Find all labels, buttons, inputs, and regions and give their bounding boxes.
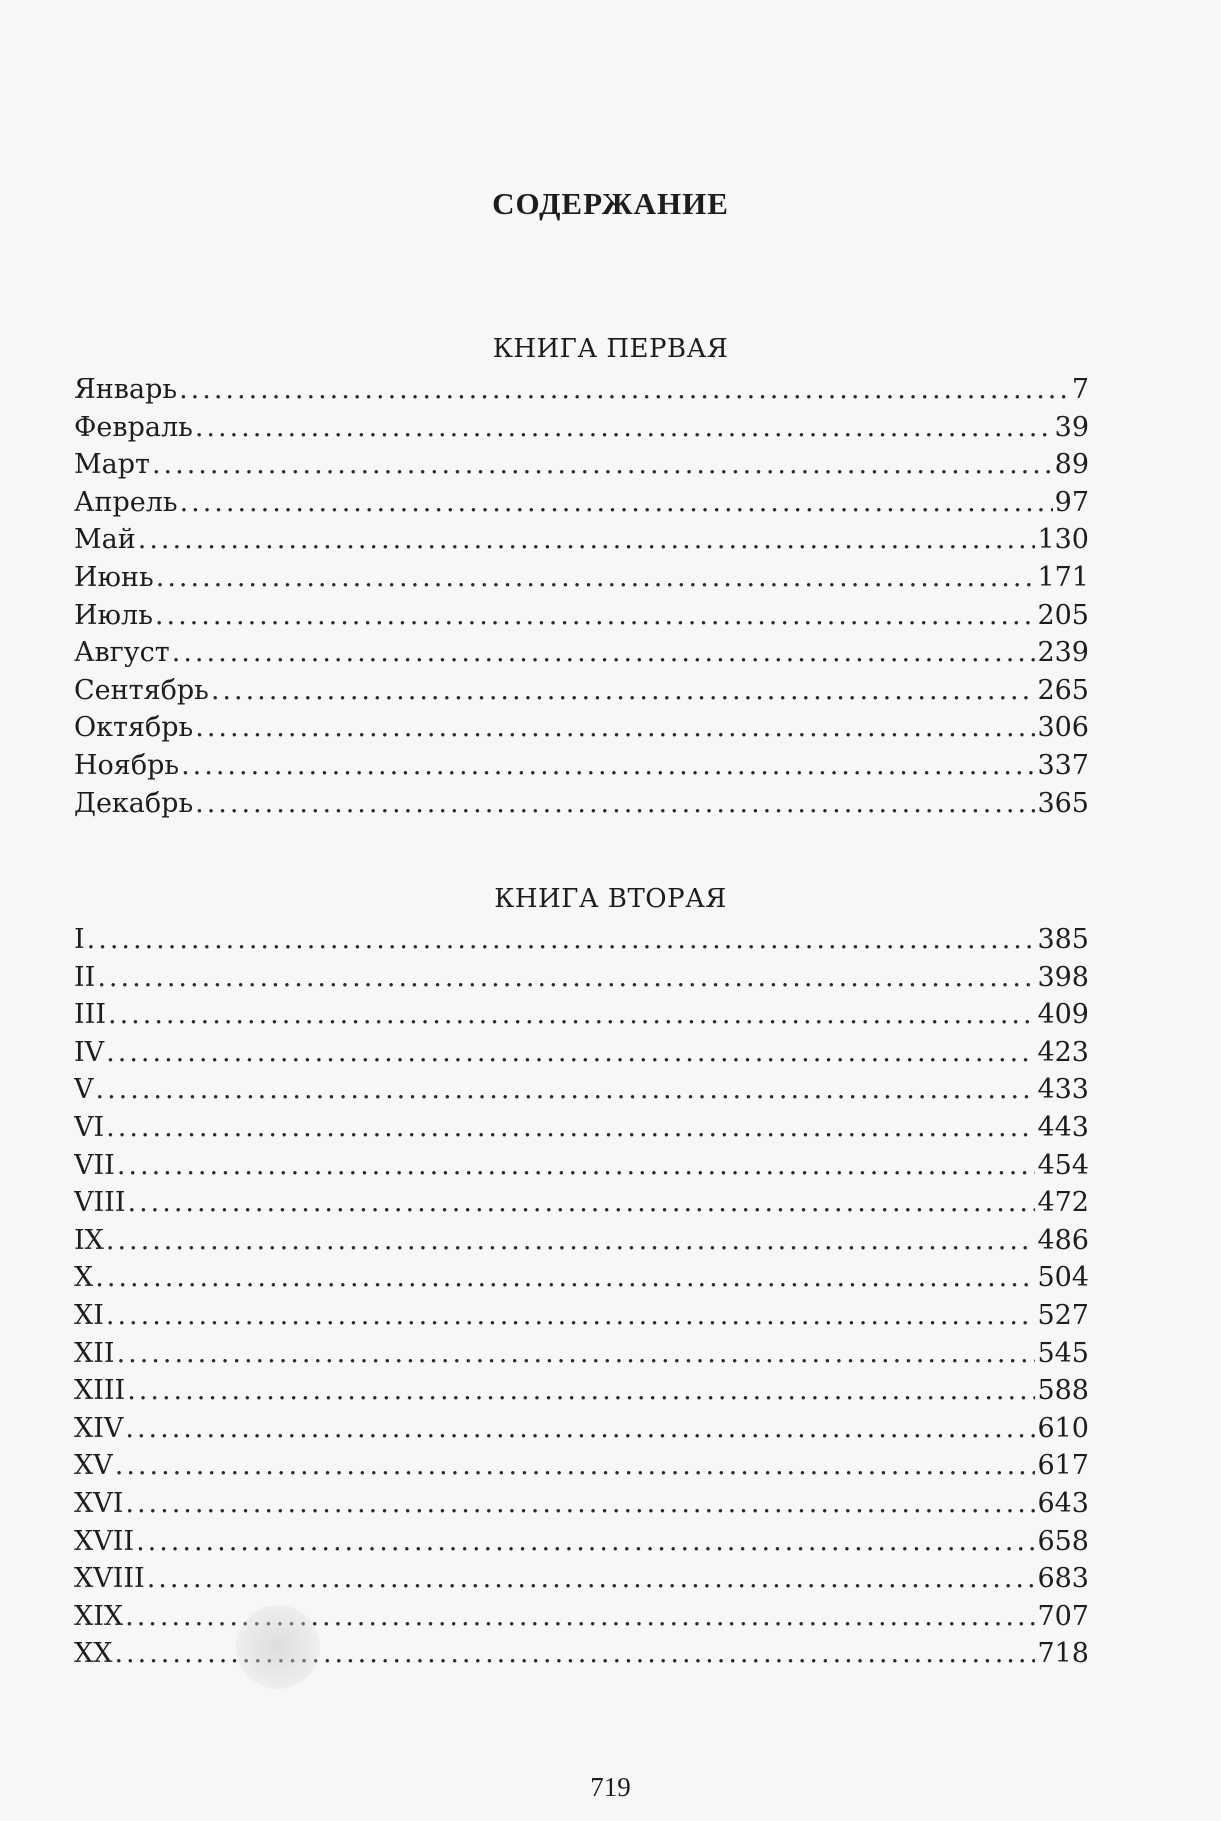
dot-leader [172, 637, 1036, 668]
toc-entry [74, 750, 1089, 788]
book-one-heading: КНИГА ПЕРВАЯ [492, 334, 729, 364]
toc-entry-page: 337 [1037, 749, 1089, 781]
toc-entry-label: VI [74, 1111, 105, 1143]
dot-leader [211, 675, 1036, 706]
toc-entry-page: 617 [1037, 1450, 1089, 1482]
paper-stain [236, 1605, 320, 1689]
dot-leader [181, 750, 1035, 781]
toc-entry-label: XV [74, 1450, 113, 1482]
toc-entry [74, 962, 1089, 1000]
toc-entry-label: VII [74, 1149, 115, 1181]
toc-entry-page: 472 [1037, 1187, 1089, 1219]
toc-entry-page: 130 [1037, 524, 1089, 556]
toc-entry-page: 545 [1037, 1337, 1089, 1369]
toc-entry [74, 1413, 1089, 1451]
dot-leader [108, 999, 1035, 1030]
toc-entry-page: 423 [1037, 1036, 1089, 1068]
dot-leader [195, 788, 1035, 819]
toc-entry [74, 412, 1089, 450]
toc-entry-page: 306 [1037, 712, 1089, 744]
toc-entry-label: Июль [74, 599, 153, 631]
toc-entry [74, 1563, 1089, 1601]
toc-entry-label: Апрель [74, 486, 178, 518]
toc-entry-page: 504 [1037, 1262, 1089, 1294]
toc-entry [74, 999, 1089, 1037]
toc-entry-label: XIX [74, 1600, 124, 1632]
toc-entry [74, 1601, 1089, 1639]
book-two-heading: КНИГА ВТОРАЯ [494, 884, 727, 914]
toc-entry [74, 1300, 1089, 1338]
dot-leader [117, 1338, 1036, 1369]
dot-leader [152, 449, 1053, 480]
book-two-toc [74, 924, 1089, 1676]
toc-entry [74, 637, 1089, 675]
dot-leader [115, 1450, 1036, 1481]
toc-entry-page: 97 [1054, 486, 1089, 518]
dot-leader [106, 1037, 1035, 1068]
dot-leader [87, 924, 1036, 955]
toc-entry [74, 1112, 1089, 1150]
toc-entry-label: III [74, 999, 106, 1031]
toc-entry-label: XVIII [74, 1563, 145, 1595]
toc-entry [74, 524, 1089, 562]
toc-entry-page: 39 [1054, 411, 1089, 443]
toc-entry [74, 600, 1089, 638]
toc-entry [74, 1338, 1089, 1376]
dot-leader [117, 1150, 1036, 1181]
page-number: 719 [590, 1772, 631, 1802]
toc-entry [74, 1488, 1089, 1526]
toc-entry-label: Август [74, 637, 170, 669]
toc-entry [74, 675, 1089, 713]
dot-leader [179, 374, 1070, 405]
book-one-toc [74, 374, 1089, 825]
dot-leader [180, 487, 1053, 518]
dot-leader [96, 1074, 1036, 1105]
dot-leader [195, 712, 1035, 743]
toc-entry-page: 527 [1037, 1299, 1089, 1331]
dot-leader [106, 1112, 1035, 1143]
toc-entry-page: 409 [1037, 999, 1089, 1031]
dot-leader [106, 1225, 1036, 1256]
toc-entry-label: IX [74, 1224, 104, 1256]
toc-entry-label: XVI [74, 1487, 124, 1519]
toc-entry-label: XIV [74, 1412, 124, 1444]
toc-entry-label: Октябрь [74, 712, 194, 744]
toc-entry [74, 1375, 1089, 1413]
toc-entry-label: X [74, 1262, 94, 1294]
dot-leader [155, 600, 1036, 631]
toc-entry [74, 487, 1089, 525]
contents-title: СОДЕРЖАНИЕ [492, 186, 729, 221]
toc-entry-label: Февраль [74, 411, 193, 443]
toc-entry-label: Сентябрь [74, 674, 209, 706]
toc-entry [74, 1150, 1089, 1188]
toc-entry [74, 1187, 1089, 1225]
toc-entry-label: Декабрь [74, 787, 194, 819]
toc-entry-label: V [74, 1074, 94, 1106]
toc-entry-page: 683 [1037, 1563, 1089, 1595]
dot-leader [125, 1413, 1035, 1444]
toc-entry-label: IV [74, 1036, 105, 1068]
toc-entry [74, 1638, 1089, 1676]
toc-entry [74, 1225, 1089, 1263]
toc-entry-page: 171 [1037, 561, 1089, 593]
dot-leader [138, 524, 1036, 555]
dot-leader [95, 1262, 1035, 1293]
toc-entry-page: 7 [1071, 374, 1089, 405]
dot-leader [106, 1300, 1036, 1331]
toc-entry-label: I [74, 924, 85, 955]
toc-entry-page: 643 [1037, 1487, 1089, 1519]
dot-leader [97, 962, 1035, 993]
toc-entry-label: XIII [74, 1375, 126, 1407]
toc-entry-page: 443 [1037, 1111, 1089, 1143]
toc-entry-page: 454 [1037, 1149, 1089, 1181]
dot-leader [156, 562, 1036, 593]
toc-entry-label: XI [74, 1299, 104, 1331]
toc-entry-label: Ноябрь [74, 749, 180, 781]
toc-entry-label: Май [74, 524, 136, 556]
toc-entry-page: 205 [1037, 599, 1089, 631]
toc-entry-label: XX [74, 1638, 113, 1670]
toc-entry-label: XVII [74, 1525, 135, 1557]
toc-entry [74, 1526, 1089, 1564]
toc-entry-label: XII [74, 1337, 115, 1369]
toc-entry [74, 788, 1089, 826]
toc-entry [74, 1037, 1089, 1075]
dot-leader [128, 1187, 1036, 1218]
dot-leader [125, 1488, 1035, 1519]
toc-entry-page: 385 [1037, 924, 1089, 955]
toc-entry-label: Июнь [74, 561, 154, 593]
toc-entry [74, 1450, 1089, 1488]
toc-entry [74, 1262, 1089, 1300]
dot-leader [127, 1375, 1035, 1406]
toc-entry-page: 365 [1037, 787, 1089, 819]
toc-entry-page: 398 [1037, 961, 1089, 993]
toc-entry-page: 718 [1037, 1638, 1089, 1670]
dot-leader [136, 1526, 1035, 1557]
dot-leader [147, 1563, 1036, 1594]
toc-entry-page: 89 [1054, 449, 1089, 481]
toc-entry-label: II [74, 961, 96, 993]
toc-entry-label: Март [74, 449, 150, 481]
toc-entry-page: 658 [1037, 1525, 1089, 1557]
toc-entry-page: 433 [1037, 1074, 1089, 1106]
toc-entry-page: 239 [1037, 637, 1089, 669]
toc-entry-label: VIII [74, 1187, 126, 1219]
toc-entry-page: 707 [1037, 1600, 1089, 1632]
toc-entry [74, 449, 1089, 487]
toc-entry-label: Январь [74, 374, 178, 405]
toc-entry [74, 1074, 1089, 1112]
toc-entry [74, 712, 1089, 750]
toc-entry-page: 265 [1037, 674, 1089, 706]
toc-entry [74, 562, 1089, 600]
toc-entry-page: 588 [1037, 1375, 1089, 1407]
toc-entry-page: 486 [1037, 1224, 1089, 1256]
toc-entry [74, 924, 1089, 962]
toc-entry-page: 610 [1037, 1412, 1089, 1444]
toc-entry [74, 374, 1089, 412]
dot-leader [195, 412, 1053, 443]
